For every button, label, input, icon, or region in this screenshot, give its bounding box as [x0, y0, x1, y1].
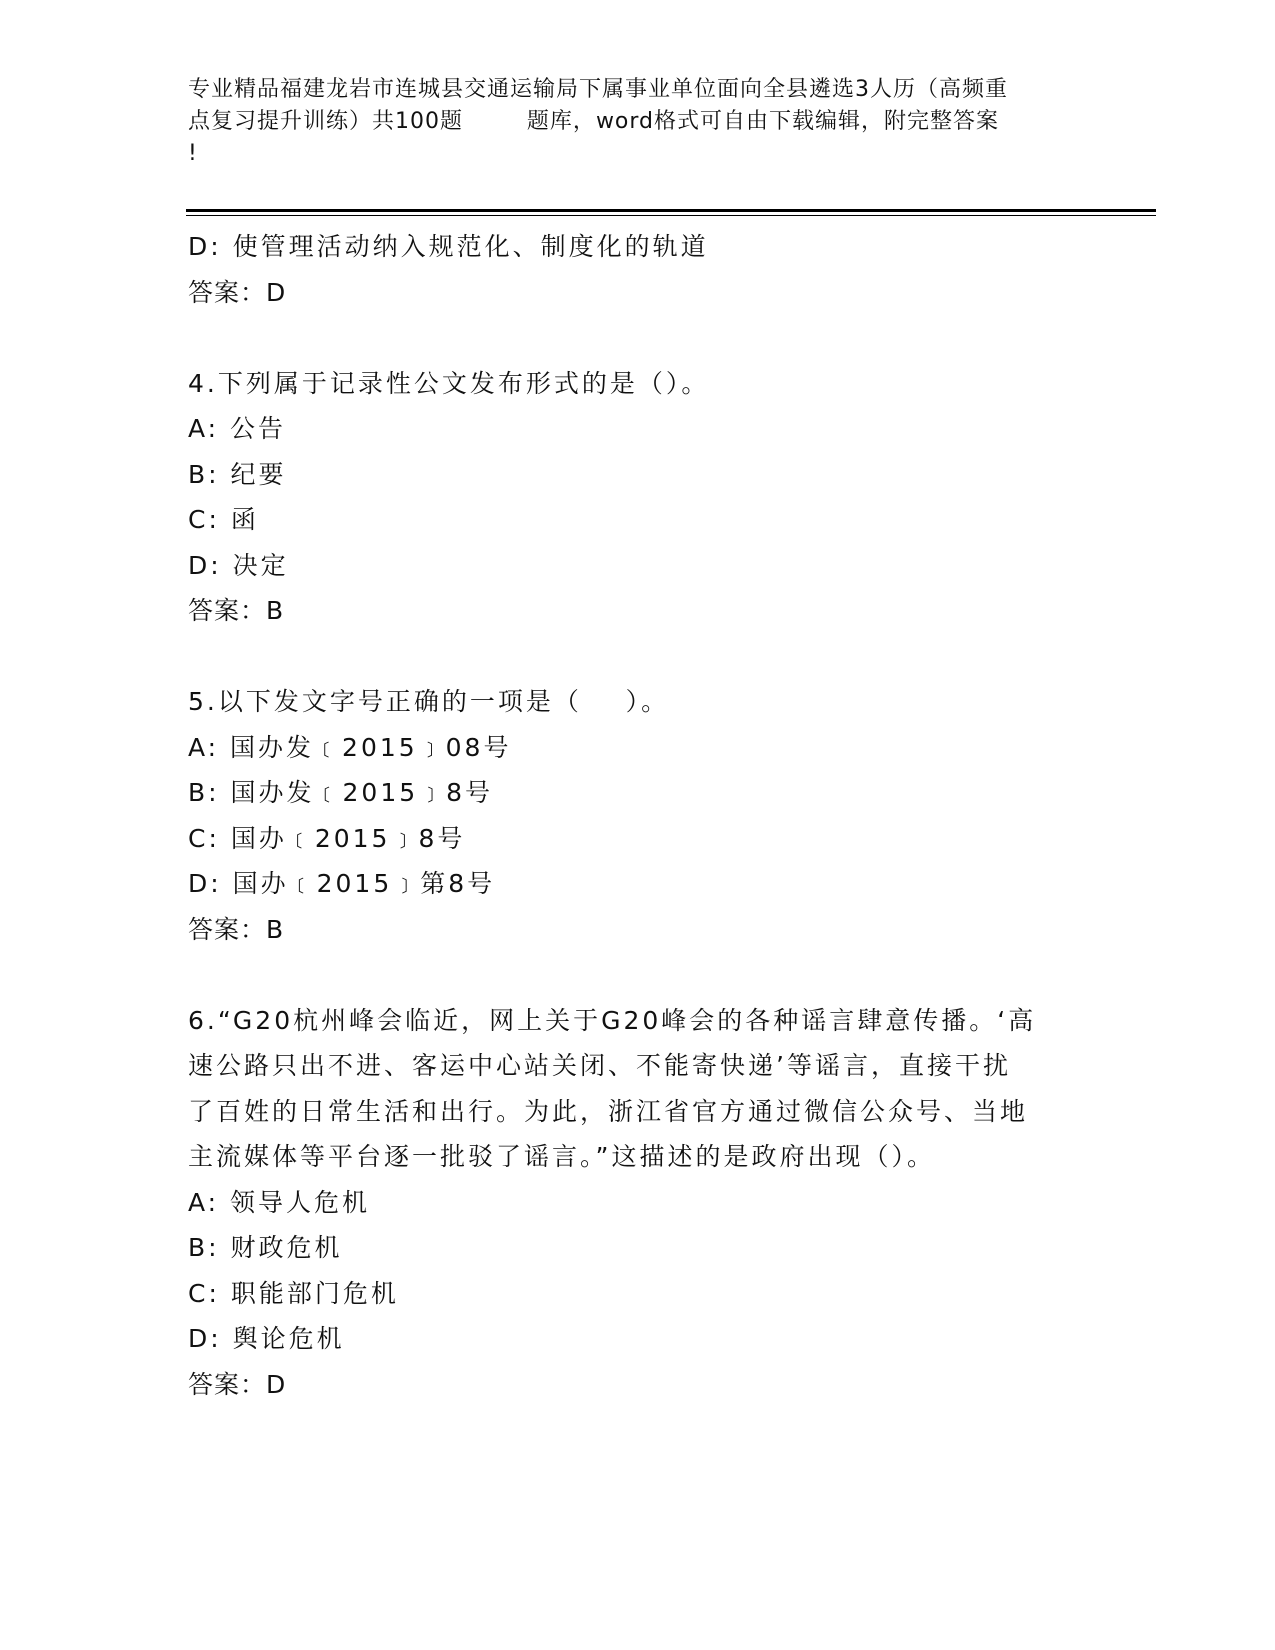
q6-question-line-1: 6.“G20杭州峰会临近，网上关于G20峰会的各种谣言肆意传播。‘高	[188, 1005, 1037, 1035]
q6-option-b: B: 财政危机	[188, 1233, 343, 1262]
header-line-1: 专业精品福建龙岩市连城县交通运输局下属事业单位面向全县遴选3人历（高频重	[188, 77, 1008, 102]
q5-question: 5.以下发文字号正确的一项是（ ）。	[188, 687, 670, 716]
q4-option-a: A: 公告	[188, 414, 287, 443]
q6-question-line-3: 了百姓的日常生活和出行。为此，浙江省官方通过微信公众号、当地	[188, 1096, 1029, 1126]
spacer	[188, 315, 1108, 361]
document-header	[188, 74, 1088, 170]
q4-answer: 答案：B	[188, 596, 285, 625]
header-divider-thick	[186, 209, 1156, 212]
q5-option-b: B: 国办发﹝2015﹞8号	[188, 778, 494, 807]
q6-question-line-4: 主流媒体等平台逐一批驳了谣言。”这描述的是政府出现（）。	[188, 1142, 935, 1171]
q5-option-c: C: 国办﹝2015﹞8号	[188, 823, 466, 853]
q6-answer: 答案：D	[188, 1369, 287, 1399]
q5-answer: 答案：B	[188, 914, 285, 944]
spacer	[188, 634, 1108, 680]
q6-option-c: C: 职能部门危机	[188, 1278, 399, 1308]
prev-option-d: D: 使管理活动纳入规范化、制度化的轨道	[188, 232, 709, 261]
q4-option-c: C: 函	[188, 505, 259, 534]
header-divider-thin	[186, 215, 1156, 216]
q6-option-d: D: 舆论危机	[188, 1324, 345, 1353]
spacer	[188, 952, 1108, 998]
q4-option-d: D: 决定	[188, 550, 289, 580]
q6-question-line-2: 速公路只出不进、客运中心站关闭、不能寄快递’等谣言，直接干扰	[188, 1051, 1011, 1080]
q5-option-d: D: 国办﹝2015﹞第8号	[188, 869, 496, 898]
header-line-2: 点复习提升训练）共100题 题库，word格式可自由下载编辑，附完整答案	[188, 109, 1000, 134]
header-line-3: !	[188, 141, 198, 166]
prev-answer: 答案：D	[188, 277, 287, 307]
q6-option-a: A: 领导人危机	[188, 1187, 371, 1217]
q4-option-b: B: 纪要	[188, 459, 287, 489]
question-list	[188, 224, 1108, 1407]
q4-question: 4.下列属于记录性公文发布形式的是（）。	[188, 368, 710, 398]
q5-option-a: A: 国办发﹝2015﹞08号	[188, 732, 512, 762]
